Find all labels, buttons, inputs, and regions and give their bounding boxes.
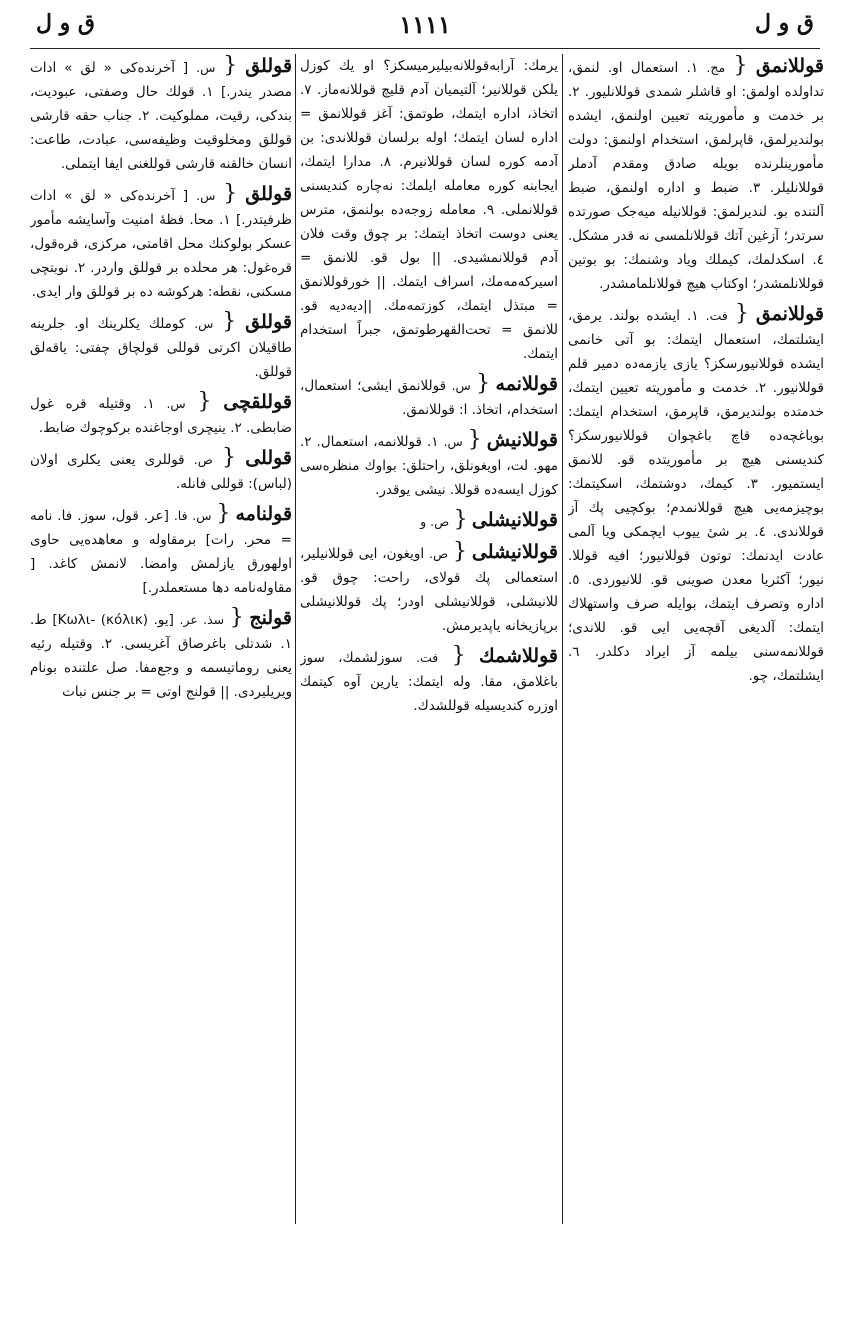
entry-brace: { bbox=[229, 605, 244, 630]
dictionary-entry bbox=[300, 540, 558, 638]
entry-brace: { bbox=[453, 507, 468, 532]
entry-brace: { bbox=[216, 501, 231, 526]
column-right bbox=[568, 54, 824, 1234]
dictionary-entry bbox=[30, 54, 292, 176]
entry-definition: قوللانمق ایشی؛ استعمال، استخدام، اتخاذ. ا: قوللانمق. bbox=[300, 378, 558, 418]
dictionary-entry bbox=[30, 182, 292, 304]
entry-headword: قوللاشمك bbox=[479, 645, 558, 667]
entry-definition: [ آخرنده‌کی « لق » ادات ظرفیتدر.] ١. محا. فظهٔ امنیت وآسایشه مأمور عسکر بولوکنك محل اقامتی، مرکزی، قره‌قول، قره‌غول: هر محلده بر قوللق واردر. ٢. نوبتچی مسکنی، نقطه: هرکوشه ده بر قوللق وار ایدی. bbox=[30, 188, 292, 300]
dictionary-entry bbox=[300, 508, 558, 534]
entry-brace: { bbox=[467, 427, 482, 452]
column-divider-right bbox=[562, 54, 563, 1224]
entry-grammar-tag: س. فا. bbox=[173, 508, 212, 523]
entry-definition: اویغون، ایی قوللانیلیر، استعمالی پك قولای، راحت: چوق قو. للانیشلی، قوللانیشلی اودر؛ پك قوللانیشلی برپازیخانه یاپدیرمش. bbox=[300, 546, 558, 634]
entry-headword: قوللق bbox=[245, 311, 292, 333]
entry-brace: { bbox=[476, 371, 491, 396]
entry-brace: { bbox=[733, 54, 748, 78]
column-divider-left bbox=[295, 54, 296, 1224]
entry-headword: قولنج bbox=[249, 607, 292, 629]
entry-headword: قوللانمه bbox=[495, 373, 558, 395]
entry-definition: ١. وقتیله قره غول ضابطی. ٢. ینیچری اوجاغنده برکوچوك ضابط. bbox=[30, 396, 292, 436]
entry-grammar-tag: سذ. عر. bbox=[179, 612, 225, 627]
column-middle bbox=[300, 54, 558, 1234]
entry-definition: سوزلشمك، سوز باغلامق، مقا. وله ایتمك: یارین آوه کیتمك اوزره کندیسیله قوللشدك. bbox=[300, 650, 558, 714]
entry-headword: قولنامه bbox=[235, 503, 292, 525]
entry-grammar-tag: فت. bbox=[705, 308, 728, 323]
entry-headword: قوللی bbox=[245, 447, 292, 469]
entry-grammar-tag: س. bbox=[451, 378, 471, 393]
entry-grammar-tag: فت. bbox=[416, 650, 439, 665]
entry-definition: یرمك: آرابه‌قوللانه‌بیلیرمیسکز؟ او يك كوزل يلكن قوللانیر؛ آلتیمیان آدم قلیچ قوللانه‌ماز. ٧. اتخاذ، اداره ایتمك، طوتمق: آغز قوللانمق = اداره لسان ایتمك؛ اوله برلسان قوللاندی: بن آدمه كوره لسان قوللانیرم. ٨. مدارا ایتمك، ایجابنه كوره معامله ایلمك: نه‌چاره کندیسنی قوللانملی. ٩. معامله زوجه‌ده بولنمق، مترس یعنی دوست اتخاذ ایتمك: بر چوق وقت فلان آدم قوللانمشیدی. || بول قو. للانمق = اسیرکه‌مه‌مك، اسراف ایتمك. || خورقوللانمق = مبتذل ایتمك، کوزتمه‌مك. ||دیه‌دیه قو. للانمق = تحت‌القهرطوتمق، جبراً استخدام ایتمك. bbox=[300, 58, 558, 362]
entry-headword: قوللق bbox=[245, 55, 292, 77]
entry-definition: ١. استعمال او. لنمق، تداولده اولمق: او قاشلر شمدی قوللانلیور. ٢. بر خدمت و مأموریته تعیین اولنمق، ایشده بولندیرلمق، قاپرلمق، استخدام اولنمق: دولت مأمورینلرنده بویله صادق ومقدم آدملر قوللانلیلر. ٣. ضبط و اداره اولنمق، ضبط آلتنده بو. لندیرلمق: قوللانیله میه‌جک صورتده سرتدر؛ آزغین آتك قوللانلمسی نه قدر مشکل. ٤. اسکدلمك، کیملك وياد وشنمك: بو بوتين قوللانلمشدر؛ اوكتاب هیچ قوللانلمامشدر. bbox=[568, 60, 824, 292]
entry-brace: { bbox=[223, 54, 238, 78]
dictionary-entry-continued bbox=[300, 54, 558, 366]
entry-brace: { bbox=[452, 539, 467, 564]
entry-definition: قوللری یعنی یکلری اولان (لباس): قوللی فانله. bbox=[30, 452, 292, 492]
dictionary-entry bbox=[300, 428, 558, 502]
entry-brace: { bbox=[451, 643, 466, 668]
dictionary-entry bbox=[30, 606, 292, 704]
page-number: ١١١١ bbox=[399, 10, 451, 39]
dictionary-entry bbox=[568, 302, 824, 688]
column-left bbox=[30, 54, 292, 1234]
entry-grammar-tag: ص. bbox=[193, 452, 213, 467]
dictionary-entry bbox=[30, 446, 292, 496]
header-left-letters: ق و ل bbox=[36, 10, 95, 36]
entry-headword: قوللانیش bbox=[486, 429, 558, 451]
entry-headword: قوللقچی bbox=[223, 391, 292, 413]
entry-grammar-tag: س. bbox=[166, 396, 186, 411]
header-right-letters: ق و ل bbox=[755, 10, 814, 36]
entry-definition: ١. ایشده بولند. یرمق، ایشلتمك، استعمال ایتمك: بو آتی خانمی ایشده قوللانیورسکز؟ یازی یازمه‌ده دمیر قلم قوللانیور. ٢. خدمت و مأموریته تعیین ایتمك، خدمتده بولندیرمق، قاپرمق، استخدام ایتمك: بوباغچه‌ده قاچ باغچوان قوللانیورسکز؟ کندیسنی هیچ بر مأموریتده قو. للانمق ایستمیور. ٣. کیمك، دوشتمك، اسکیتمك: بوچیزمه‌یی هیچ قوللانمدم؛ بوکچیی پك آز قوللاندی. ٤. بر شیٔ یيوب ایچمکی ویا آلمی عادت ایدنمك: توتون قوللانیور؛ افیه قوللا. نیور؛ آکثریا معدن صوینی قو. للانیوردی. ٥. اداره وتصرف ایتمك، بوایله صرف واستهلاك ایتمك: آلدیغی آقچه‌یی ایی قو. للاندی؛ قوللانمه‌سنی بیلمه آز ایراد دکلدر. ٦. ایشلتمك، چو. bbox=[568, 308, 824, 684]
entry-definition: [یو. Κωλι- (κόλικ)] ط. ١. شدتلی باغرصاق آغریسی. ٢. وقتیله رئیه یعنی روماتیسمه و وجع‌مفا. صل علتنده بونام ویریلیردی. || قولنج اوتی = بر جنس نبات bbox=[30, 612, 292, 700]
entry-definition: ١. قوللانمه، استعمال. ٢. مهو. لت، اویغونلق، راحتلق: بواوك منظره‌سی كوزل ایسه‌ده قوللا. نیشی یوقدر. bbox=[300, 434, 558, 498]
entry-brace: { bbox=[223, 181, 238, 206]
entry-grammar-tag: س. bbox=[443, 434, 463, 449]
dictionary-entry bbox=[30, 310, 292, 384]
entry-headword: قوللانمق bbox=[755, 55, 824, 77]
entry-headword: قوللانمق bbox=[755, 303, 824, 325]
dictionary-entry bbox=[30, 390, 292, 440]
header-rule bbox=[30, 48, 820, 49]
entry-headword: قوللق bbox=[245, 183, 292, 205]
page-header bbox=[30, 10, 820, 44]
entry-grammar-tag: ص. bbox=[429, 546, 449, 561]
entry-headword: قوللانیشلی bbox=[471, 541, 558, 563]
entry-brace: { bbox=[222, 309, 237, 334]
entry-grammar-tag: مج. bbox=[706, 60, 726, 75]
dictionary-entry bbox=[30, 502, 292, 600]
entry-brace: { bbox=[197, 389, 212, 414]
dictionary-entry bbox=[300, 644, 558, 718]
entry-grammar-tag: س. bbox=[196, 188, 216, 203]
entry-brace: { bbox=[734, 301, 749, 326]
entry-definition: [ آخرنده‌کی « لق » ادات مصدر یندر.] ١. قولك حال وصفتی، عبودیت، بندکی، رقیت، مملوکیت. ٢. جناب حقه قارشی قوللق ومخلوقیت وظیفه‌سی، عبادت، طاعت: انسان خالقنه قارشی قوللغنی ايفا ایتملی. bbox=[30, 60, 292, 172]
entry-definition: كوملك يكلرينك او. جلرینه طاقیلان اکرتی قوللی قولچاق چفتی: یاقه‌لق قوللق. bbox=[30, 316, 292, 380]
dictionary-entry bbox=[568, 54, 824, 296]
entry-grammar-tag: س. bbox=[196, 60, 216, 75]
entry-headword: قوللانیشلی bbox=[471, 509, 558, 531]
entry-brace: { bbox=[222, 445, 237, 470]
dictionary-entry bbox=[300, 372, 558, 422]
entry-grammar-tag: ص. و bbox=[420, 514, 450, 529]
entry-grammar-tag: س. bbox=[194, 316, 214, 331]
entry-definition: [عر. قول، سوز. فا. نامه = محر. رات] برمقاوله و معاهده‌یی حاوی اولهورق یازلمش وامضا. لانمش کاغد. [ مقاوله‌نامه دها مستعملدر.] bbox=[30, 508, 292, 596]
